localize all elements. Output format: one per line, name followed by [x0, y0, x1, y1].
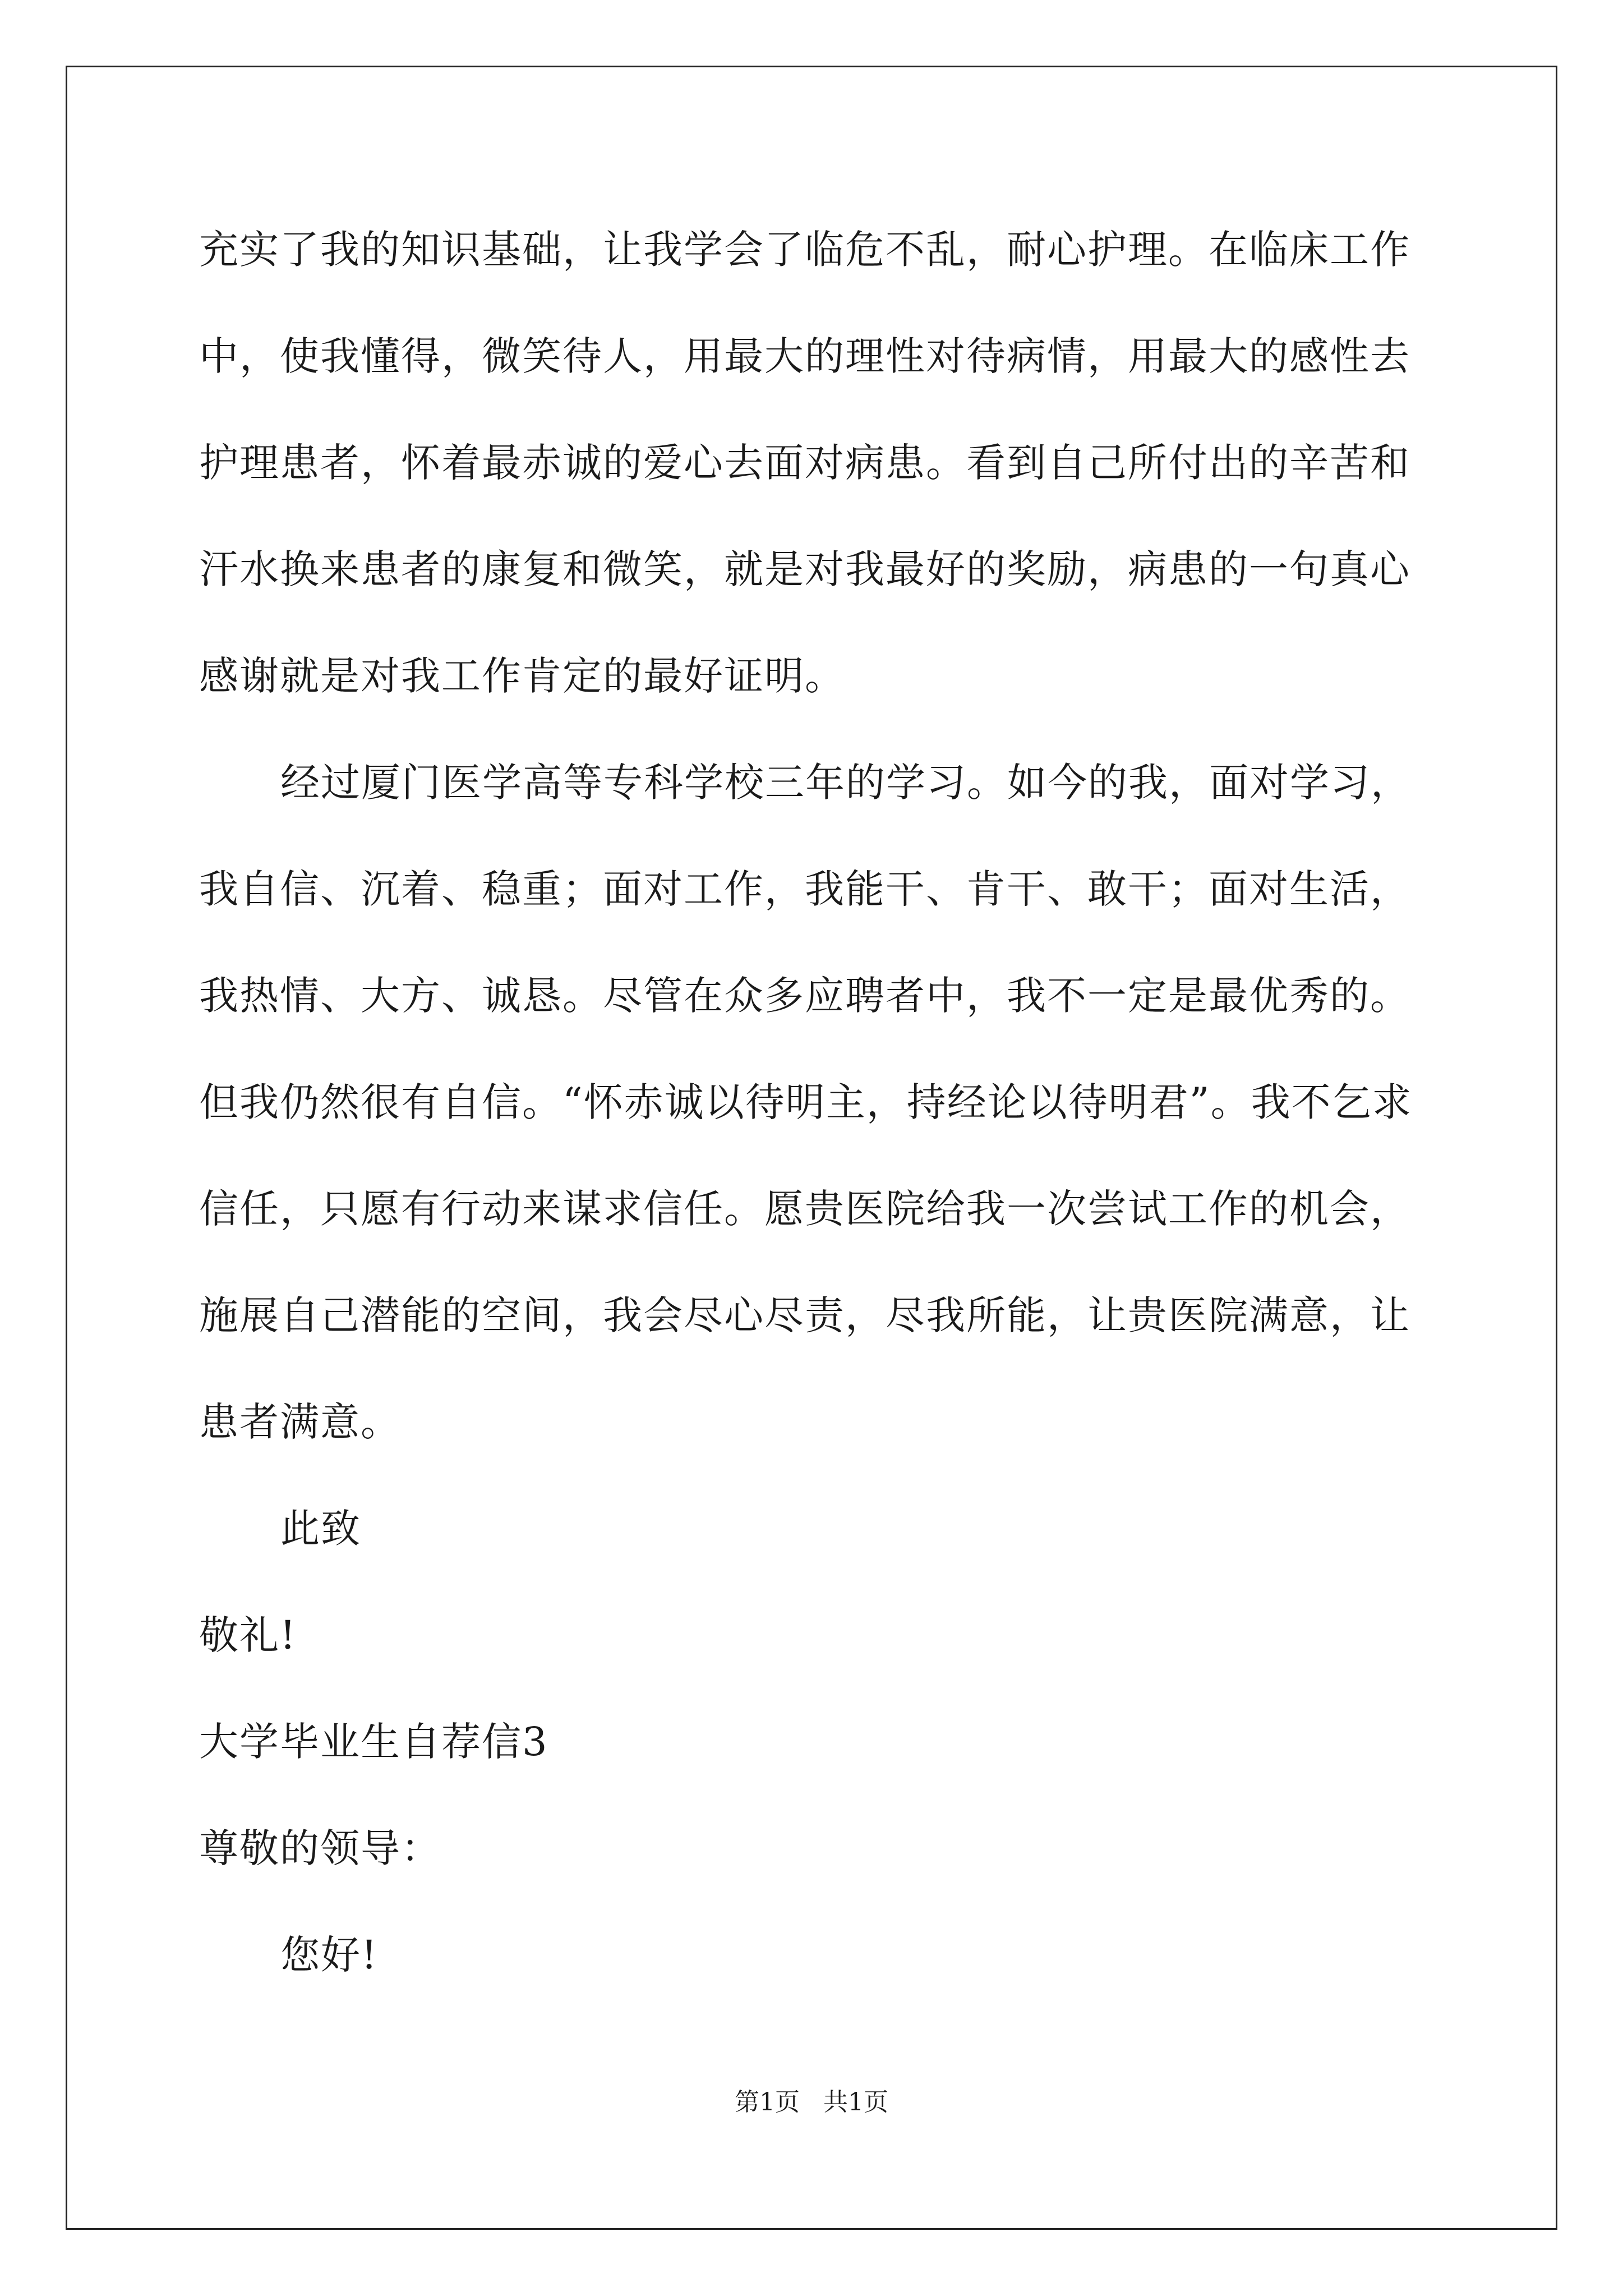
body-line: 充实了我的知识基础，让我学会了临危不乱，耐心护理。在临床工作	[199, 227, 1410, 273]
body-line: 患者满意。	[199, 1399, 401, 1445]
body-line: 施展自己潜能的空间，我会尽心尽责，尽我所能，让贵医院满意，让	[199, 1292, 1410, 1338]
document-body	[199, 222, 1422, 2033]
body-line: 信任，只愿有行动来谋求信任。愿贵医院给我一次尝试工作的机会，	[199, 1186, 1410, 1232]
body-line: 但我仍然很有自信。“怀赤诚以待明主，持经论以待明君”。我不乞求	[199, 1079, 1413, 1125]
body-line: 汗水换来患者的康复和微笑，就是对我最好的奖励，病患的一句真心	[199, 546, 1410, 592]
body-line: 护理患者，怀着最赤诚的爱心去面对病患。看到自己所付出的辛苦和	[199, 440, 1410, 486]
body-line: 中，使我懂得，微笑待人，用最大的理性对待病情，用最大的感性去	[199, 333, 1410, 379]
body-line: 我热情、大方、诚恳。尽管在众多应聘者中，我不一定是最优秀的。	[199, 973, 1410, 1019]
letter-salutation: 尊敬的领导：	[199, 1825, 441, 1871]
section-title: 大学毕业生自荐信3	[199, 1719, 548, 1765]
greeting-line: 您好!	[280, 1932, 379, 1978]
closing-phrase: 此致	[280, 1506, 361, 1552]
body-line: 感谢就是对我工作肯定的最好证明。	[199, 653, 845, 699]
paragraph-start-line: 经过厦门医学高等专科学校三年的学习。如今的我，面对学习，	[280, 760, 1411, 806]
salutation-closing: 敬礼!	[199, 1612, 297, 1658]
page-number-footer: 第1页 共1页	[735, 2088, 888, 2116]
body-line: 我自信、沉着、稳重；面对工作，我能干、肯干、敢干；面对生活，	[199, 866, 1410, 912]
